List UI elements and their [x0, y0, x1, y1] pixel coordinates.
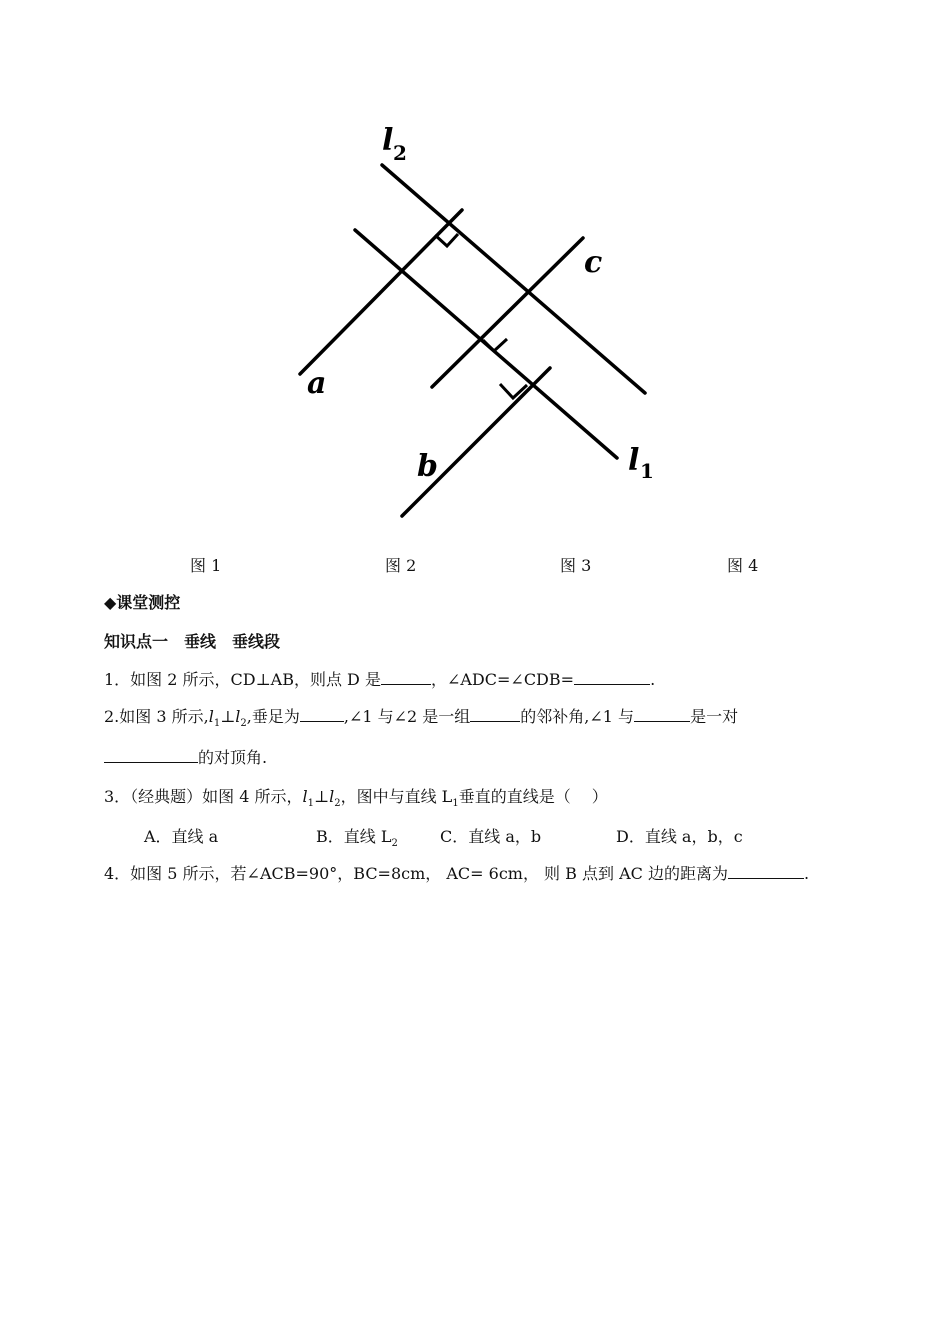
answer-blank[interactable]	[300, 707, 344, 722]
option-c[interactable]: C．直线 a，b	[440, 827, 542, 846]
caption-fig2: 图 2	[385, 556, 417, 575]
answer-blank[interactable]	[381, 670, 431, 685]
label-l2: l	[382, 123, 394, 158]
label-c: c	[584, 245, 603, 280]
option-b[interactable]: B．直线 $L_2$	[316, 827, 398, 850]
answer-blank[interactable]	[728, 864, 804, 879]
question-1: 1．如图 2 所示，CD⊥AB，则点 D 是 ，∠ADC=∠CDB= .	[104, 670, 656, 689]
question-3-options	[104, 827, 864, 850]
section-title: ◆课堂测控	[104, 593, 181, 612]
answer-blank[interactable]	[470, 707, 520, 722]
question-2: 2.如图 3 所示$,l_1\perp l_2$,垂足为 ,∠1 与∠2 是一组 的邻补角,∠1 与 是一对	[104, 707, 739, 730]
label-b: b	[417, 449, 438, 484]
answer-blank[interactable]	[104, 748, 198, 763]
right-angle-mark-2	[483, 339, 507, 351]
line-b	[402, 368, 550, 516]
question-2-continued: 的对顶角.	[104, 748, 267, 768]
label-a: a	[307, 366, 327, 401]
question-4: 4．如图 5 所示，若∠ACB=90°，BC=8cm， AC= 6cm， 则 B 点到 AC 边的距离为 .	[104, 864, 810, 883]
question-3: 3．（经典题）如图 4 所示，$l_1\perp l_2$，图中与直线 $L_1$垂直的直线是（ ）	[104, 787, 608, 810]
answer-blank[interactable]	[574, 670, 650, 685]
caption-fig1: 图 1	[190, 556, 222, 575]
line-a	[300, 210, 462, 374]
label-l1: l	[628, 443, 640, 478]
answer-blank[interactable]	[634, 707, 690, 722]
caption-fig4: 图 4	[727, 556, 759, 575]
caption-fig3: 图 3	[560, 556, 592, 575]
label-l2-sub: 2	[393, 141, 407, 165]
line-l2	[382, 165, 645, 393]
option-d[interactable]: D．直线 a，b，c	[616, 827, 743, 846]
option-a[interactable]: A．直线 a	[144, 827, 219, 846]
geometry-figure	[290, 120, 670, 530]
knowledge-title: 知识点一 垂线 垂线段	[104, 632, 281, 651]
label-l1-sub: 1	[640, 459, 654, 483]
